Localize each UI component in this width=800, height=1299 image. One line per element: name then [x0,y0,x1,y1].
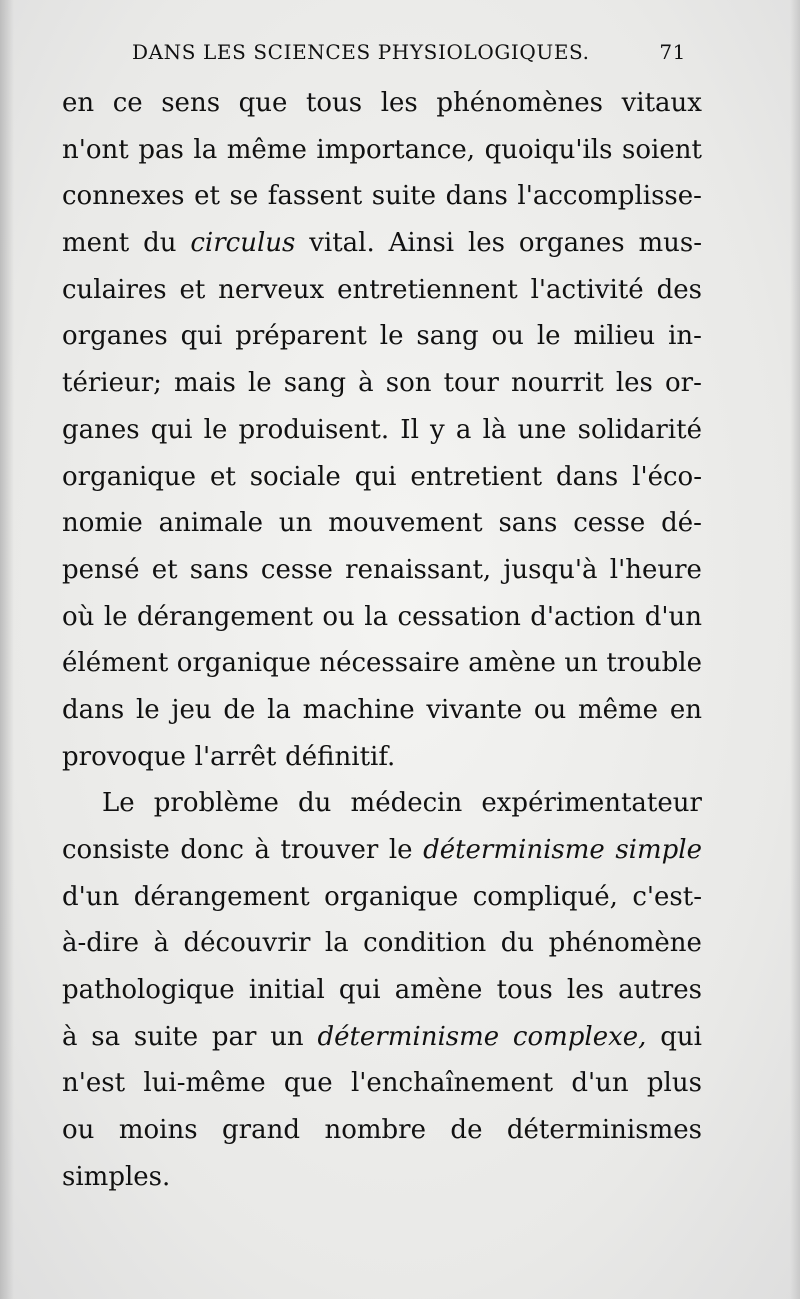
word: or- [665,368,702,399]
text-line [62,1014,702,1061]
word: n'est [62,1068,126,1099]
word: et [151,554,178,585]
word: la [193,134,218,165]
word: nécessaire [319,648,460,679]
word: compliqué, [472,881,618,912]
word: cesse [573,508,646,539]
word: l'heure [609,554,702,585]
word: pensé [62,554,140,585]
running-title: DANS LES SCIENCES PHYSIOLOGIQUES. [132,40,590,64]
word: sans [498,508,558,539]
word: c'est- [632,881,702,912]
word: phénomène [548,928,702,959]
word: d'un [571,1068,629,1099]
word: in- [668,321,702,352]
word: milieu [573,321,656,352]
word: sens [161,88,221,118]
text-line [62,360,702,407]
word: jeu [171,694,212,725]
word: nourrit [510,368,604,399]
word: un [278,508,313,539]
word: organes [62,321,168,352]
word: la [267,694,291,725]
word: qui [180,321,223,352]
word: lui-même [143,1068,266,1099]
word: consiste [62,835,170,865]
word: la [324,928,349,959]
word: dans [445,181,508,212]
word: les [467,228,506,259]
word: nomie [62,508,143,539]
word: sang [283,368,346,399]
paragraph [62,80,702,780]
text-line [62,80,702,127]
text-line [62,734,702,781]
word: térieur; [62,368,162,399]
word: sociale [249,461,341,492]
word: Le [102,788,135,819]
word: nerveux [218,274,325,305]
word: définitif. [285,741,396,772]
word: animale [158,508,264,539]
word: l'arrêt [194,741,277,772]
word: amène [394,975,483,1006]
word: qui [660,1021,702,1052]
word: provoque [62,741,186,772]
word: initial [248,975,325,1006]
italic-word: déterminisme [423,835,605,865]
text-line [62,640,702,687]
word: un [270,1021,304,1052]
word: trouver [280,835,379,865]
word: que [283,1068,333,1099]
word: l'enchaînement [350,1068,554,1099]
running-header [132,40,692,70]
text-line [62,454,702,501]
word: ou [491,321,524,352]
word: découvrir [183,928,311,959]
word: culaires [62,274,167,305]
text-line [62,1060,702,1107]
word: l'accomplisse- [517,181,702,212]
word: mouvement [328,508,483,539]
word: le [247,368,272,399]
word: quoiqu'ils [484,134,613,165]
word: Ainsi [388,228,455,259]
word: pathologique [62,975,235,1006]
word: en [62,88,95,118]
text-line [62,1154,702,1201]
word: condition [363,928,487,959]
word: élément [62,648,169,679]
word: dérangement [136,601,313,632]
word: solidarité [577,414,702,445]
word: ce [112,88,143,118]
word: renaissant, [345,554,492,585]
word: les [380,88,418,118]
word: et [209,461,236,492]
word: connexes [62,181,185,212]
word: mais [174,368,236,399]
word: de [223,694,256,725]
body-text [62,80,702,1201]
text-line [62,267,702,314]
text-line [62,407,702,454]
text-line [62,687,702,734]
word: organes [518,228,625,259]
word: soient [622,134,702,165]
text-line [62,313,702,360]
word: qui [150,414,193,445]
paragraph [62,780,702,1200]
word: entretiennent [337,274,518,305]
word: pas [138,134,184,165]
word: l'éco- [632,461,702,492]
italic-word: simple [615,835,702,865]
word: le [135,694,160,725]
word: dérangement [133,881,310,912]
word: Il [400,414,419,445]
word: à [254,835,270,865]
word: machine [302,694,415,725]
text-line [62,127,702,174]
word: de [450,1115,483,1146]
word: trouble [606,648,702,679]
word: cesse [260,554,333,585]
word: organique [62,461,197,492]
word: le [103,601,128,632]
word: ment [62,228,130,259]
text-line [62,967,702,1014]
page-number: 71 [659,40,686,64]
word: mus- [638,228,702,259]
word: organique [176,648,311,679]
word: dans [62,694,125,725]
word: les [615,368,653,399]
word: à-dire [62,928,140,959]
word: d'un [644,601,702,632]
text-line [62,500,702,547]
word: nombre [324,1115,426,1146]
word: les [566,975,604,1006]
word: phénomènes [436,88,604,118]
word: ou [62,1115,95,1146]
word: la [364,601,389,632]
word: ganes [62,414,140,445]
italic-word: circulus [190,228,296,259]
word: à [153,928,170,959]
word: amène [468,648,556,679]
word: suite [133,1021,199,1052]
text-line [62,874,702,921]
italic-word: déterminisme [317,1021,500,1052]
word: préparent [235,321,367,352]
word: vivante [426,694,523,725]
word: à [358,368,374,399]
word: tour [443,368,499,399]
word: le [203,414,228,445]
word: le [536,321,561,352]
word: que [238,88,288,118]
text-line [62,220,702,267]
word: médecin [350,788,463,819]
word: d'action [530,601,636,632]
word: l'activité [530,274,644,305]
word: cessation [397,601,521,632]
word: tous [496,975,553,1006]
word: et [179,274,206,305]
word: entretient [410,461,543,492]
word: le [379,321,404,352]
word: vital. [309,228,375,259]
page-edge-shadow [0,0,14,1299]
word: là [482,414,507,445]
word: le [388,835,413,865]
word: plus [646,1068,702,1099]
word: donc [180,835,244,865]
word: même [577,694,659,725]
italic-word: complexe, [512,1021,647,1052]
word: et [194,181,220,212]
word: son [385,368,432,399]
word: vitaux [621,88,702,118]
word: moins [118,1115,198,1146]
word: déterminismes [506,1115,702,1146]
word: du [298,788,332,819]
text-line [62,547,702,594]
word: sans [189,554,249,585]
word: qui [354,461,397,492]
word: produisent. [238,414,390,445]
word: expérimentateur [481,788,702,819]
word: des [656,274,702,305]
word: une [517,414,567,445]
word: grand [222,1115,300,1146]
word: du [143,228,177,259]
text-line [62,920,702,967]
word: par [211,1021,257,1052]
word: se [229,181,259,212]
word: sang [416,321,479,352]
word: y [430,414,445,445]
word: d'un [62,881,120,912]
word: un [564,648,598,679]
word: problème [153,788,279,819]
word: dans [555,461,619,492]
word: simples. [62,1161,171,1192]
word: organique [324,881,459,912]
word: sa [91,1021,121,1052]
word: qui [338,975,381,1006]
text-line [62,594,702,641]
text-line [62,780,702,827]
word: du [500,928,535,959]
word: importance, [316,134,476,165]
text-line [62,173,702,220]
word: a [455,414,472,445]
word: jusqu'à [503,554,598,585]
word: n'ont [62,134,129,165]
word: même [226,134,307,165]
word: suite [371,181,437,212]
text-line [62,827,702,874]
text-line [62,1107,702,1154]
word: tous [305,88,363,118]
word: autres [618,975,702,1006]
word: en [669,694,702,725]
word: où [62,601,95,632]
word: fassent [267,181,363,212]
word: ou [322,601,355,632]
word: à [62,1021,78,1052]
word: ou [533,694,567,725]
page-edge-shadow [790,0,800,1299]
word: dé- [661,508,702,539]
